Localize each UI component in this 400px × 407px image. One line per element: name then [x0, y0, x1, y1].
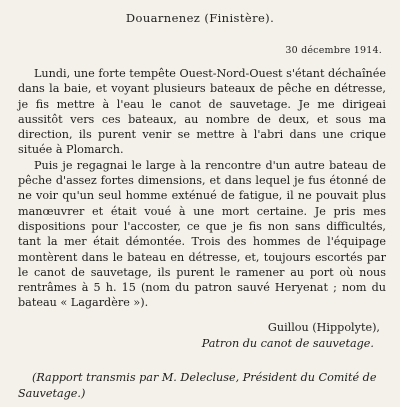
- signatory-name: Guillou (Hippolyte),: [267, 321, 380, 334]
- paragraph-1: Lundi, une forte tempête Ouest-Nord-Ouest s'étant déchaînée dans la baie, et voyant plusieurs bateaux de pêche en détresse, je fis mettre à l'eau le canot de sauvetage. Je me dirigeai aussitôt vers ces bateaux, au nombre de deux, et sous ma direction, ils purent venir se mettre à l'abri dans une crique située à Plomarch.: [18, 67, 386, 157]
- report-note: (Rapport transmis par M. Delecluse, Président du Comité de Sauvetage.): [18, 371, 377, 400]
- date-line: 30 décembre 1914.: [285, 45, 382, 56]
- letter-body: [18, 66, 386, 311]
- place-heading: Douarnenez (Finistère).: [125, 11, 275, 25]
- paragraph-2: Puis je regagnai le large à la rencontre d'un autre bateau de pêche d'assez fortes dimensions, et dans lequel je fus étonné de ne voir qu'un seul homme exténué de fatigue, il ne pouvait plus manœuvrer et était voué à une mort certaine. Je pris mes dispositions pour l'accoster, ce que je fis non sans difficultés, tant la mer était démontée. Trois des hommes de l'équipage montèrent dans le bateau en détresse, et, toujours escortés par le canot de sauvetage, ils purent le ramener au port où nous rentrâmes à 5 h. 15 (nom du patron sauvé Heryenat ; nom du bateau « Lagardère »).: [18, 158, 386, 310]
- signatory-title: Patron du canot de sauvetage.: [201, 337, 374, 350]
- signature-block: [0, 320, 380, 352]
